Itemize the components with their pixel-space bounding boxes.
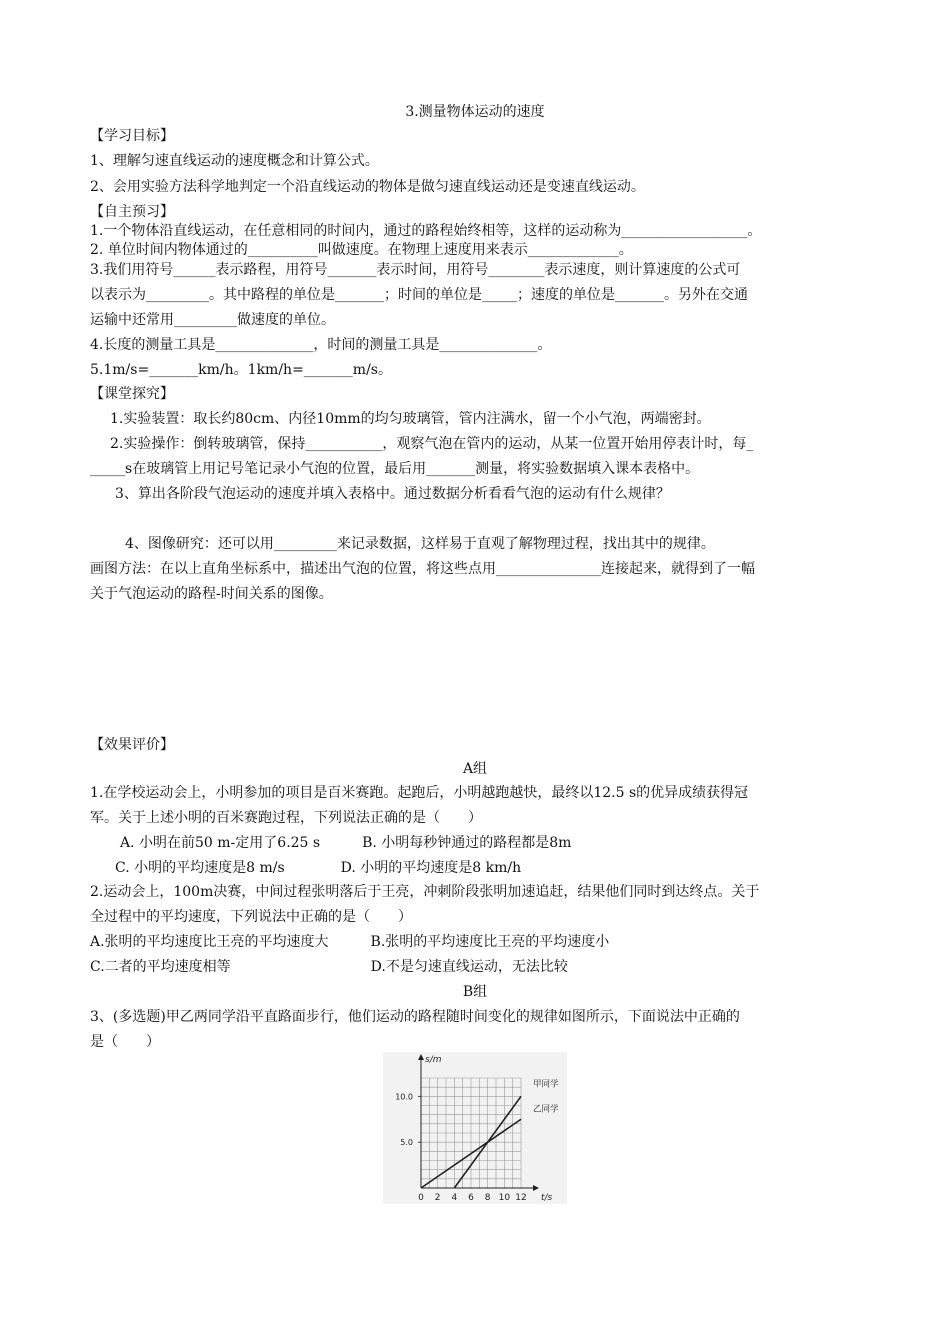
class-line: _____s在玻璃管上用记号笔记录小气泡的位置，最后用_______测量，将实验数据填入课本表格中。 — [90, 461, 700, 477]
x-tick-label: 0 — [418, 1193, 424, 1203]
question-line: 3、(多选题)甲乙两同学沿平直路面步行，他们运动的路程随时间变化的规律如图所示，下面说法中正确的 — [90, 1009, 740, 1025]
distance-time-chart — [383, 1052, 567, 1204]
x-tick-label: 4 — [451, 1193, 458, 1203]
preview-line: 4.长度的测量工具是______________，时间的测量工具是______________。 — [90, 337, 552, 353]
class-line: 2.实验操作：倒转玻璃管，保持___________，观察气泡在管内的运动，从某一位置开始用停表计时，每_ — [110, 436, 754, 452]
x-axis-label: t/s — [541, 1193, 553, 1203]
preview-line: 运输中还常用_________做速度的单位。 — [90, 312, 335, 328]
group-b-label: B组 — [462, 984, 488, 1000]
series-name-label: 甲同学 — [533, 1079, 559, 1090]
x-tick-label: 6 — [468, 1193, 474, 1203]
preview-line: 5.1m/s=_______km/h。1km/h=_______m/s。 — [90, 362, 392, 378]
option-line: A. 小明在前50 m-定用了6.25 s B. 小明每秒钟通过的路程都是8m — [120, 835, 572, 851]
y-tick-label: 5.0 — [400, 1138, 413, 1148]
page-title: 3.测量物体运动的速度 — [405, 104, 545, 120]
x-tick-label: 2 — [434, 1193, 441, 1203]
eval-header: 【效果评价】 — [90, 737, 174, 753]
x-tick-label: 8 — [484, 1193, 491, 1203]
option-line: A.张明的平均速度比王亮的平均速度大 B.张明的平均速度比王亮的平均速度小 — [90, 934, 610, 950]
class-header: 【课堂探究】 — [90, 386, 174, 402]
class-line: 3、算出各阶段气泡运动的速度并填入表格中。通过数据分析看看气泡的运动有什么规律？ — [115, 486, 670, 502]
goal-line: 1、理解匀速直线运动的速度概念和计算公式。 — [90, 153, 379, 169]
question-line: 1.在学校运动会上，小明参加的项目是百米赛跑。起跑后，小明越跑越快，最终以12.5 s的优异成绩获得冠 — [90, 785, 749, 801]
question-line: 军。关于上述小明的百米赛跑过程，下列说法正确的是（ ） — [90, 810, 482, 826]
class-line: 1.实验装置：取长约80cm、内径10mm的均匀玻璃管，管内注满水，留一个小气泡，两端密封。 — [110, 411, 711, 427]
goal-line: 2、会用实验方法科学地判定一个沿直线运动的物体是做匀速直线运动还是变速直线运动。 — [90, 179, 645, 195]
group-a-label: A组 — [462, 761, 488, 777]
y-axis-label: s/m — [425, 1055, 442, 1065]
preview-line: 1.一个物体沿直线运动，在任意相同的时间内，通过的路程始终相等，这样的运动称为__________________。 — [90, 223, 762, 239]
chart-background — [383, 1052, 567, 1204]
x-tick-label: 12 — [515, 1193, 527, 1203]
series-name-label: 乙同学 — [533, 1104, 559, 1115]
question-line: 是（ ） — [90, 1034, 160, 1050]
goals-header: 【学习目标】 — [90, 128, 174, 144]
class-line: 关于气泡运动的路程-时间关系的图像。 — [90, 586, 333, 602]
class-line: 4、图像研究：还可以用_________来记录数据，这样易于直观了解物理过程，找出其中的规律。 — [125, 536, 715, 552]
question-line: 2.运动会上，100m决赛，中间过程张明落后于王亮，冲刺阶段张明加速追赶，结果他们同时到达终点。关于 — [90, 884, 760, 900]
preview-header: 【自主预习】 — [90, 204, 174, 220]
class-line: 画图方法：在以上直角坐标系中，描述出气泡的位置，将这些点用_______________连接起来，就得到了一幅 — [90, 561, 755, 577]
option-line: C. 小明的平均速度是8 m/s D. 小明的平均速度是8 km/h — [115, 860, 522, 876]
x-tick-label: 10 — [498, 1193, 511, 1203]
preview-line: 2. 单位时间内物体通过的__________叫做速度。在物理上速度用来表示_____________。 — [90, 242, 633, 258]
preview-line: 以表示为_________。其中路程的单位是_______；时间的单位是_____；速度的单位是_______。另外在交通 — [90, 287, 748, 303]
option-line: C.二者的平均速度相等 D.不是匀速直线运动，无法比较 — [90, 959, 568, 975]
question-line: 全过程中的平均速度，下列说法中正确的是（ ） — [90, 909, 412, 925]
preview-line: 3.我们用符号______表示路程，用符号_______表示时间，用符号________表示速度，则计算速度的公式可 — [90, 262, 741, 278]
y-tick-label: 10.0 — [395, 1092, 413, 1102]
